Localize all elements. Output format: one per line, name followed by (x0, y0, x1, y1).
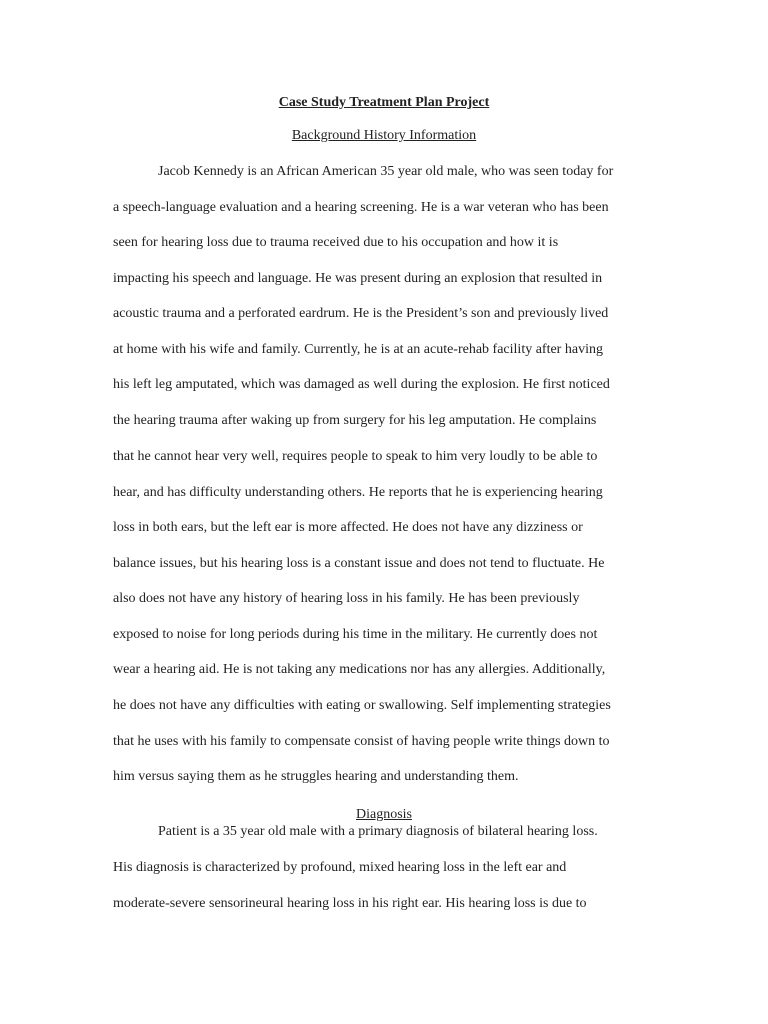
paragraph-line: him versus saying them as he struggles hearing and understanding them. (113, 769, 519, 784)
paragraph-line: a speech-language evaluation and a hearing screening. He is a war veteran who has been (113, 200, 609, 215)
paragraph-line: acoustic trauma and a perforated eardrum. He is the President’s son and previously lived (113, 306, 609, 321)
document-title: Case Study Treatment Plan Project (278, 95, 490, 110)
paragraph-line: his left leg amputated, which was damaged as well during the explosion. He first noticed (113, 377, 610, 392)
section-heading-diagnosis: Diagnosis (356, 807, 412, 822)
paragraph-line: that he cannot hear very well, requires people to speak to him very loudly to be able to (113, 449, 598, 464)
paragraph-line: the hearing trauma after waking up from surgery for his leg amputation. He complains (113, 413, 597, 428)
paragraph-line: exposed to noise for long periods during his time in the military. He currently does not (113, 627, 598, 642)
paragraph-line: also does not have any history of hearing loss in his family. He has been previously (113, 591, 580, 606)
paragraph-line: balance issues, but his hearing loss is a constant issue and does not tend to fluctuate. He (113, 556, 605, 571)
paragraph-line: impacting his speech and language. He was present during an explosion that resulted in (113, 271, 603, 286)
paragraph-line: Patient is a 35 year old male with a primary diagnosis of bilateral hearing loss. (158, 824, 598, 839)
paragraph-line: he does not have any difficulties with eating or swallowing. Self implementing strategies (113, 698, 611, 713)
paragraph-line: moderate-severe sensorineural hearing loss in his right ear. His hearing loss is due to (113, 896, 587, 911)
paragraph-line: that he uses with his family to compensate consist of having people write things down to (113, 734, 610, 749)
paragraph-line: loss in both ears, but the left ear is more affected. He does not have any dizziness or (113, 520, 583, 535)
paragraph-line: wear a hearing aid. He is not taking any medications nor has any allergies. Additionally, (113, 662, 606, 677)
paragraph-line: seen for hearing loss due to trauma received due to his occupation and how it is (113, 235, 559, 250)
section-heading-background: Background History Information (291, 128, 477, 143)
paragraph-line: Jacob Kennedy is an African American 35 year old male, who was seen today for (158, 164, 614, 179)
paragraph-line: His diagnosis is characterized by profound, mixed hearing loss in the left ear and (113, 860, 567, 875)
paragraph-line: hear, and has difficulty understanding others. He reports that he is experiencing hearing (113, 485, 603, 500)
paragraph-line: at home with his wife and family. Currently, he is at an acute-rehab facility after having (113, 342, 603, 357)
